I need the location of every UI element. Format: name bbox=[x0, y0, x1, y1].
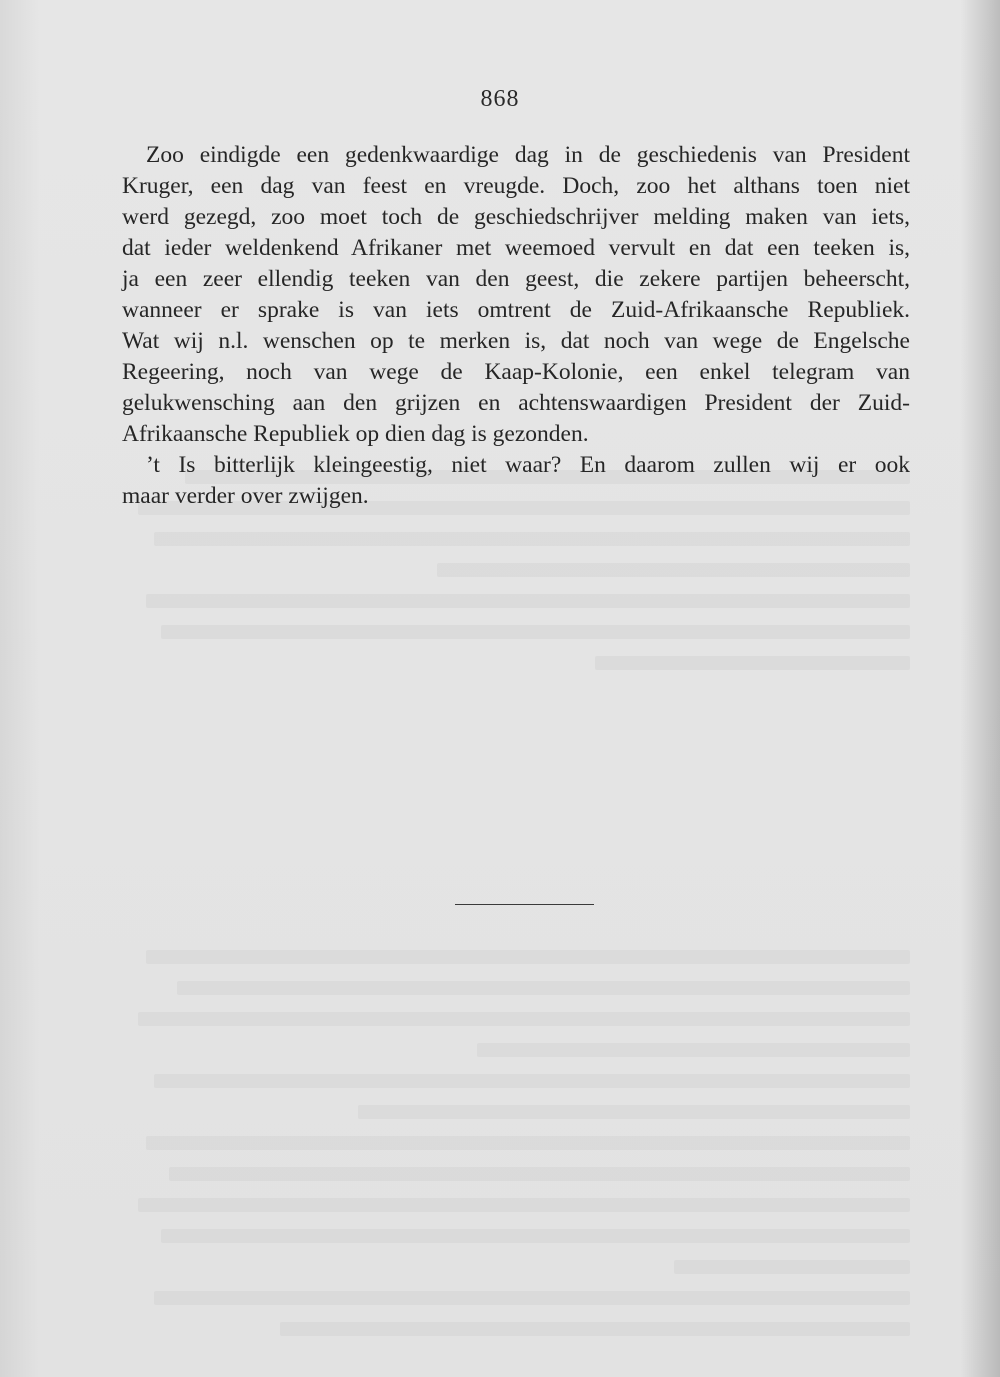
text-line: wanneer er sprake is van iets omtrent de Zuid-Afrikaansche Republiek. bbox=[122, 297, 910, 323]
text-line: gelukwensching aan den grijzen en achtenswaardigen President der Zuid- bbox=[122, 390, 910, 416]
text-line: dat ieder weldenkend Afrikaner met weemoed vervult en dat een teeken is, bbox=[122, 235, 910, 261]
text-line: ja een zeer ellendig teeken van den geest, die zekere partijen beheerscht, bbox=[122, 266, 910, 292]
show-through-text-lower bbox=[122, 950, 910, 1353]
body-text bbox=[122, 140, 910, 512]
paragraph-2 bbox=[122, 450, 910, 512]
text-line: Kruger, een dag van feest en vreugde. Doch, zoo het althans toen niet bbox=[122, 173, 910, 199]
text-line: maar verder over zwijgen. bbox=[122, 483, 369, 509]
page-number: 868 bbox=[480, 86, 520, 112]
text-line: ’t Is bitterlijk kleingeestig, niet waar? En daarom zullen wij er ook bbox=[146, 452, 910, 478]
text-line: Regeering, noch van wege de Kaap-Kolonie, een enkel telegram van bbox=[122, 359, 910, 385]
text-line: werd gezegd, zoo moet toch de geschiedschrijver melding maken van iets, bbox=[122, 204, 910, 230]
paragraph-1 bbox=[122, 140, 910, 450]
section-end-rule bbox=[455, 904, 594, 905]
text-line: Wat wij n.l. wenschen op te merken is, dat noch van wege de Engelsche bbox=[122, 328, 910, 354]
text-line: Afrikaansche Republiek op dien dag is gezonden. bbox=[122, 421, 589, 447]
text-line: Zoo eindigde een gedenkwaardige dag in de geschiedenis van President bbox=[146, 142, 910, 168]
